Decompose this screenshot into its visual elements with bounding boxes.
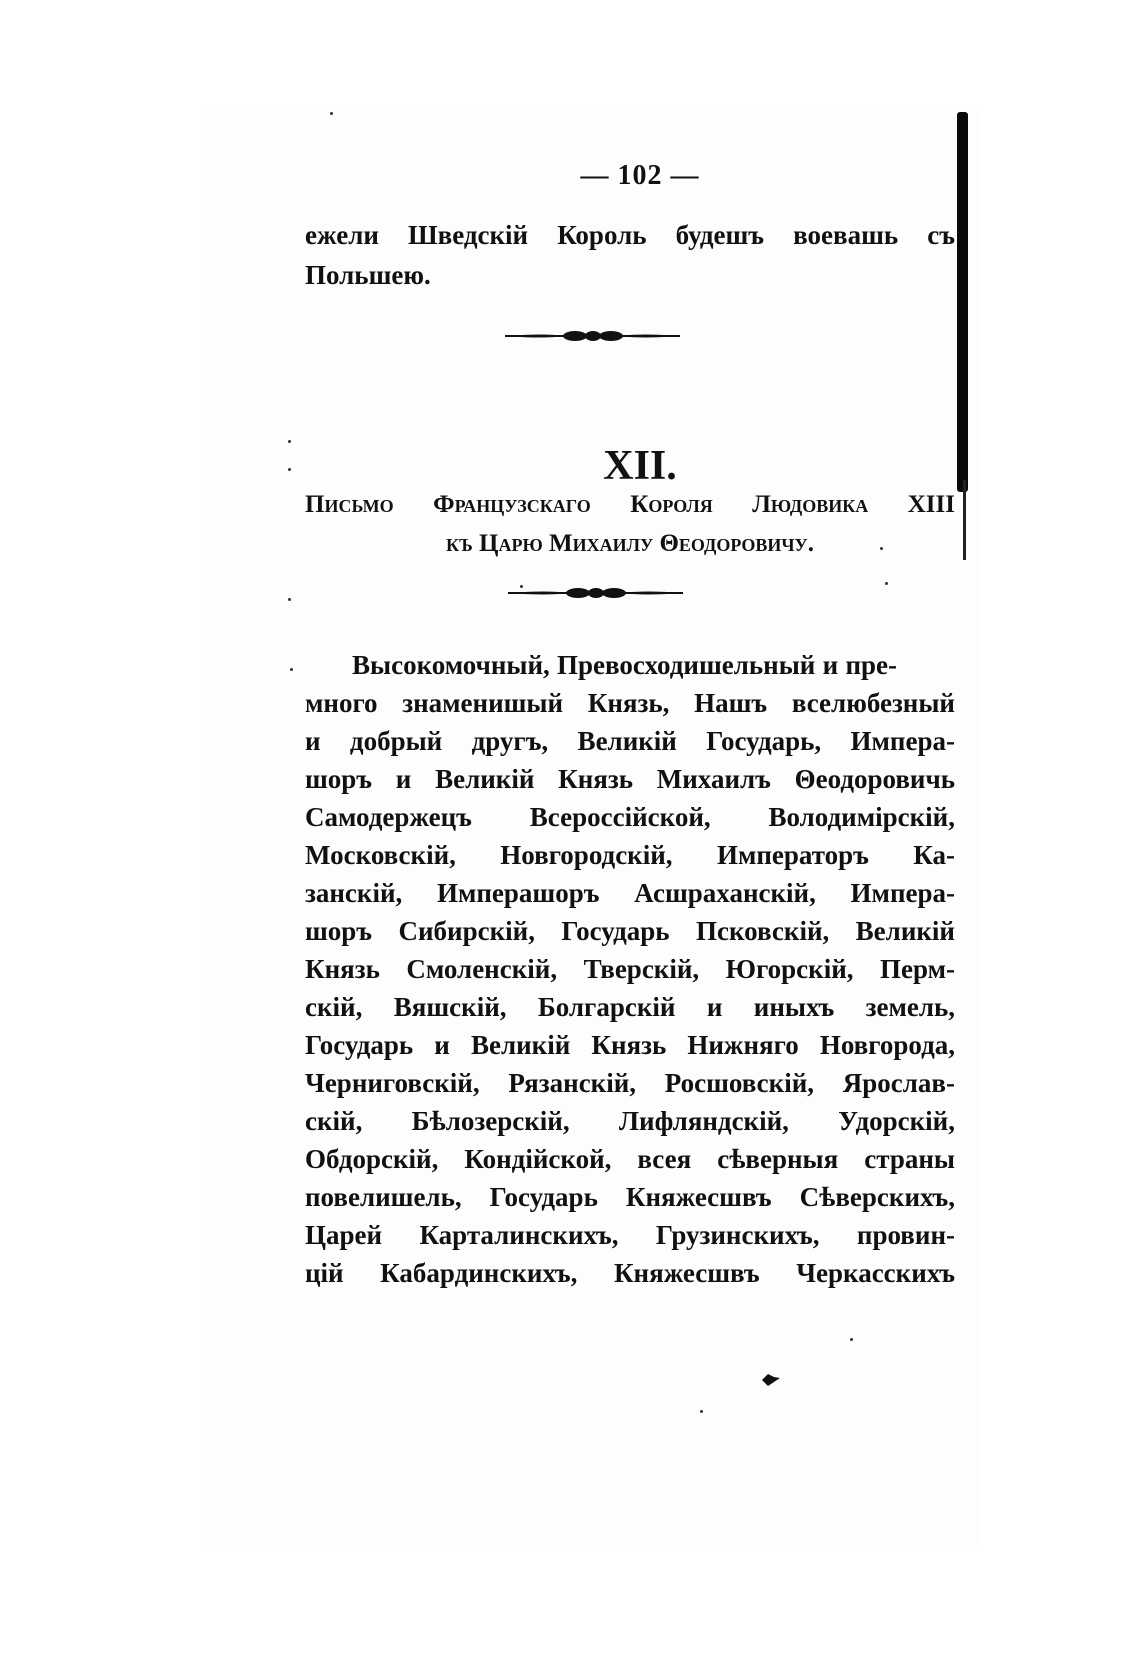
- scan-speck: [700, 1410, 703, 1413]
- body-line-17: цій Кабардинскихъ, Княжесшвъ Черкасскихъ: [305, 1258, 955, 1288]
- body-line-16: Царей Карталинскихъ, Грузинскихъ, провин-: [305, 1220, 955, 1250]
- letter-title-line-2: къ Царю Михаилу Θеодоровичу.: [445, 530, 814, 557]
- scan-speck: [288, 598, 291, 601]
- body-line-4: шоръ и Великій Князь Михаилъ Θеодоровичь: [305, 764, 955, 794]
- ornament-divider-top: [505, 328, 680, 344]
- body-line-15: повелишель, Государь Княжесшвъ Сѣверскихъ,: [305, 1182, 955, 1212]
- body-line-8: шоръ Сибирскій, Государь Псковскій, Великій: [305, 916, 955, 946]
- scan-speck: [290, 668, 293, 671]
- scan-speck: [288, 468, 291, 471]
- scan-speck: [880, 547, 883, 550]
- carryover-line-2: Польшею.: [305, 260, 431, 290]
- body-line-1: Высокомочный, Превосходишельный и пре-: [352, 650, 897, 680]
- ornament-divider-bottom: [508, 585, 683, 601]
- scan-speck: [885, 582, 888, 585]
- body-line-10: скій, Вяшскій, Болгарскій и иныхъ земель,: [305, 992, 955, 1022]
- body-line-3: и добрый другъ, Великій Государь, Импера-: [305, 726, 955, 756]
- chapter-number: XII.: [603, 443, 677, 489]
- binding-shadow-lower: [963, 480, 966, 560]
- body-line-14: Обдорскій, Кондійской, всея сѣверныя страны: [305, 1144, 955, 1174]
- ink-blot: [760, 1372, 782, 1388]
- body-line-2: много знаменишый Князь, Нашъ вселюбезный: [305, 688, 955, 718]
- body-line-13: скій, Бѣлозерскій, Лифляндскій, Удорскій,: [305, 1106, 955, 1136]
- body-line-7: занскій, Имперашоръ Асшраханскій, Импера-: [305, 878, 955, 908]
- body-line-5: Самодержецъ Всероссійской, Володимірскій,: [305, 802, 955, 832]
- body-line-11: Государь и Великій Князь Нижняго Новгорода,: [305, 1030, 955, 1060]
- body-line-9: Князь Смоленскій, Тверскій, Югорскій, Перм-: [305, 954, 955, 984]
- body-line-6: Московскій, Новгородскій, Императоръ Ка-: [305, 840, 955, 870]
- scan-speck: [520, 585, 523, 588]
- carryover-line-1: ежели Шведскій Король будешъ воевашь съ: [305, 220, 955, 250]
- scan-speck: [850, 1338, 853, 1341]
- body-line-12: Черниговскій, Рязанскій, Росшовскій, Ярослав-: [305, 1068, 955, 1098]
- page-number: — 102 —: [580, 160, 700, 191]
- scan-speck: [330, 112, 333, 115]
- scan-speck: [288, 440, 291, 443]
- letter-title-line-1: Письмо Французскаго Короля Людовика XIII: [305, 491, 955, 518]
